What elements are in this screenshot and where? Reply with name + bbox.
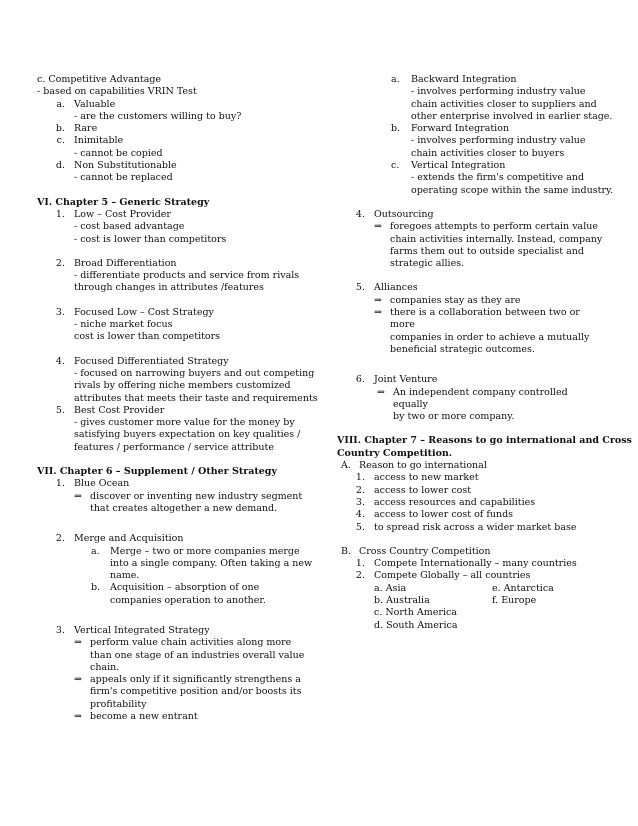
bullet-text: chain activities internally. Instead, company [390, 233, 603, 245]
section-letter: A. [341, 460, 351, 472]
item-text: Joint Venture [374, 374, 438, 386]
item-number: 5. [55, 404, 65, 416]
region-item: f. Europe [492, 594, 537, 606]
list-item [55, 99, 327, 111]
item-number: 4. [355, 509, 365, 521]
list-item [355, 558, 599, 570]
item-text: Focused Low – Cost Strategy [74, 306, 214, 318]
section-letter: B. [341, 545, 352, 557]
region-item: b. Australia [374, 594, 430, 606]
bullet-text: than one stage of an industries overall value [90, 649, 305, 661]
item-text: Outsourcing [374, 208, 434, 220]
bullet-item [355, 221, 599, 233]
item-text: Alliances [374, 282, 418, 294]
item-detail: satisfying buyers expectation on key qualities / [74, 429, 301, 441]
strategy-list-continued [355, 208, 603, 423]
item-number: b. [55, 123, 65, 135]
item-detail: - niche market focus [74, 319, 173, 331]
item-detail: through changes in attributes /features [74, 282, 264, 294]
item-text: to spread risk across a wider market base [374, 521, 577, 533]
implies-arrow-icon: ⇒ [374, 294, 382, 306]
implies-arrow-icon: ⇒ [74, 711, 82, 723]
list-item [55, 533, 327, 545]
section-text: Reason to go international [359, 460, 487, 472]
bullet-item [55, 674, 327, 686]
item-text: Rare [74, 123, 98, 135]
list-item [355, 485, 599, 497]
region-item: d. South America [374, 619, 458, 631]
bullet-text: An independent company controlled equally [393, 386, 568, 410]
list-item [55, 258, 327, 270]
list-item [355, 209, 599, 221]
implies-arrow-icon: ⇒ [374, 221, 382, 233]
item-detail: rivals by offering niche members customized [74, 380, 291, 392]
implies-arrow-icon: ⇒ [377, 386, 385, 398]
bullet-item [355, 295, 599, 307]
bullet-text: become a new entrant [90, 711, 198, 723]
grid-row [374, 583, 599, 595]
competitive-advantage-heading: c. Competitive Advantage [37, 74, 162, 85]
section-text: Cross Country Competition [359, 545, 491, 557]
bullet-item [355, 387, 599, 412]
grid-row [374, 607, 599, 619]
item-text: Best Cost Provider [74, 404, 165, 416]
item-text: access to new market [374, 472, 479, 484]
sub-item-letter: b. [91, 582, 101, 594]
item-text: Valuable [74, 98, 116, 110]
item-detail: chain activities closer to suppliers and [411, 98, 597, 110]
region-item: e. Antarctica [492, 582, 554, 594]
regions-grid [355, 583, 599, 632]
item-number: 1. [55, 208, 65, 220]
list-item [55, 123, 327, 135]
implies-arrow-icon: ⇒ [74, 637, 82, 649]
item-number: 4. [55, 355, 65, 367]
item-text: access to lower cost of funds [374, 509, 514, 521]
list-item [55, 356, 327, 368]
region-item: a. Asia [374, 582, 407, 594]
item-number: 6. [355, 374, 365, 386]
list-item [55, 209, 327, 221]
right-column [337, 74, 632, 632]
list-item [355, 497, 599, 509]
item-text: Vertical Integrated Strategy [74, 624, 210, 636]
item-number: 2. [55, 257, 65, 269]
chapter-7-heading-cont: Country Competition. [337, 447, 453, 459]
bullet-text: discover or inventing new industry segment [90, 490, 303, 502]
generic-strategy-list [55, 209, 327, 454]
item-detail: - are the customers willing to buy? [74, 110, 242, 122]
list-item [55, 625, 327, 637]
sub-item-text: Merge – two or more companies merge [110, 545, 300, 557]
bullet-item [55, 491, 327, 503]
bullet-text: firm's competitive position and/or boosts its [90, 686, 302, 698]
implies-arrow-icon: ⇒ [74, 674, 82, 686]
item-detail: - extends the firm's competitive and [411, 172, 585, 184]
item-text: Inimitable [74, 135, 124, 147]
sub-item-text: into a single company. Often taking a new [110, 557, 313, 569]
sub-item [55, 546, 327, 558]
list-item [391, 74, 599, 86]
item-detail: - focused on narrowing buyers and out competing [74, 367, 315, 379]
list-item [55, 405, 327, 417]
item-text: Focused Differentiated Strategy [74, 355, 229, 367]
list-item [55, 478, 327, 490]
sub-item-text: companies operation to another. [110, 594, 266, 606]
item-detail: cost is lower than competitors [74, 331, 221, 343]
bullet-text: there is a collaboration between two or more [390, 307, 580, 331]
bullet-text: strategic allies. [390, 258, 465, 270]
list-item [55, 307, 327, 319]
list-item [55, 135, 327, 147]
list-item [355, 509, 599, 521]
vrin-subheading: - based on capabilities VRIN Test [37, 86, 197, 98]
item-number: 1. [55, 478, 65, 490]
item-number: 5. [355, 521, 365, 533]
bullet-text: profitability [90, 698, 147, 710]
sub-item-text: name. [110, 570, 140, 582]
item-number: 3. [55, 306, 65, 318]
item-text: Backward Integration [411, 74, 517, 85]
bullet-text: beneficial strategic outcomes. [390, 343, 535, 355]
list-item [391, 123, 599, 135]
item-letter: a. [391, 74, 400, 85]
item-letter: b. [391, 123, 401, 135]
list-item [355, 282, 599, 294]
bullet-item [355, 307, 599, 332]
item-detail: features / performance / service attribute [74, 441, 274, 453]
item-number: c. [56, 135, 65, 147]
item-number: 2. [355, 570, 365, 582]
bullet-text: foregoes attempts to perform certain value [390, 221, 598, 233]
item-number: 5. [355, 282, 365, 294]
item-text: Vertical Integration [411, 160, 506, 172]
bullet-item [55, 637, 327, 649]
item-text: Compete Globally – all countries [374, 570, 531, 582]
grid-row [374, 595, 599, 607]
implies-arrow-icon: ⇒ [374, 307, 382, 319]
item-detail: - cost based advantage [74, 221, 185, 233]
list-item [55, 160, 327, 172]
list-item [355, 522, 599, 534]
section-a-heading [337, 460, 599, 472]
item-detail: - cannot be replaced [74, 172, 173, 184]
list-item [355, 472, 599, 484]
item-detail: - involves performing industry value [411, 86, 586, 98]
reasons-list [355, 472, 599, 533]
bullet-text: companies stay as they are [390, 294, 521, 306]
bullet-text: by two or more company. [393, 411, 515, 423]
bullet-text: chain. [90, 661, 120, 673]
item-number: 2. [55, 533, 65, 545]
bullet-text: farms them out to outside specialist and [390, 245, 584, 257]
item-detail: - gives customer more value for the money by [74, 417, 295, 429]
item-number: a. [56, 98, 65, 110]
item-detail: - cannot be copied [74, 147, 163, 159]
left-column [37, 74, 327, 723]
sub-item [55, 582, 327, 594]
sub-item-letter: a. [91, 545, 100, 557]
bullet-text: companies in order to achieve a mutually [390, 331, 590, 343]
region-item: c. North America [374, 607, 457, 619]
item-text: Forward Integration [411, 123, 510, 135]
item-number: 3. [55, 624, 65, 636]
item-text: access resources and capabilities [374, 496, 536, 508]
chapter-5-heading: VI. Chapter 5 – Generic Strategy [37, 196, 210, 208]
item-detail: attributes that meets their taste and requirements [74, 392, 318, 404]
bullet-text: appeals only if it significantly strengthens a [90, 674, 301, 686]
item-text: Non Substitutionable [74, 160, 177, 172]
bullet-item [55, 711, 327, 723]
item-letter: c. [391, 160, 400, 172]
list-item [355, 374, 599, 386]
implies-arrow-icon: ⇒ [74, 490, 82, 502]
item-number: 1. [355, 472, 365, 484]
item-detail: other enterprise involved in earlier stage. [411, 110, 613, 122]
list-item [355, 570, 599, 582]
item-text: Merge and Acquisition [74, 533, 184, 545]
item-number: 3. [355, 496, 365, 508]
chapter-7-heading: VIII. Chapter 7 – Reasons to go international and Cross [337, 435, 632, 447]
bullet-text: perform value chain activities along more [90, 637, 292, 649]
item-text: Compete Internationally – many countries [374, 558, 577, 570]
item-text: Low – Cost Provider [74, 208, 171, 220]
item-number: 4. [355, 208, 365, 220]
item-detail: - differentiate products and service from rivals [74, 270, 300, 282]
item-text: Blue Ocean [74, 478, 130, 490]
sub-item-text: Acquisition – absorption of one [110, 582, 260, 594]
supplement-strategy-list [55, 478, 327, 723]
grid-row [374, 620, 599, 632]
bullet-text: that creates altogether a new demand. [90, 502, 278, 514]
chapter-6-heading: VII. Chapter 6 – Supplement / Other Strategy [37, 466, 277, 478]
item-number: 2. [355, 484, 365, 496]
item-text: access to lower cost [374, 484, 472, 496]
item-number: d. [55, 160, 65, 172]
item-detail: chain activities closer to buyers [411, 147, 565, 159]
item-detail: operating scope within the same industry. [411, 184, 614, 196]
competition-list [355, 558, 599, 632]
integration-list [391, 74, 614, 197]
section-b-heading [337, 546, 599, 558]
item-number: 1. [355, 558, 365, 570]
item-text: Broad Differentiation [74, 257, 177, 269]
item-detail: - cost is lower than competitors [74, 233, 227, 245]
vrin-list [55, 99, 327, 185]
item-detail: - involves performing industry value [411, 135, 586, 147]
list-item [391, 160, 599, 172]
